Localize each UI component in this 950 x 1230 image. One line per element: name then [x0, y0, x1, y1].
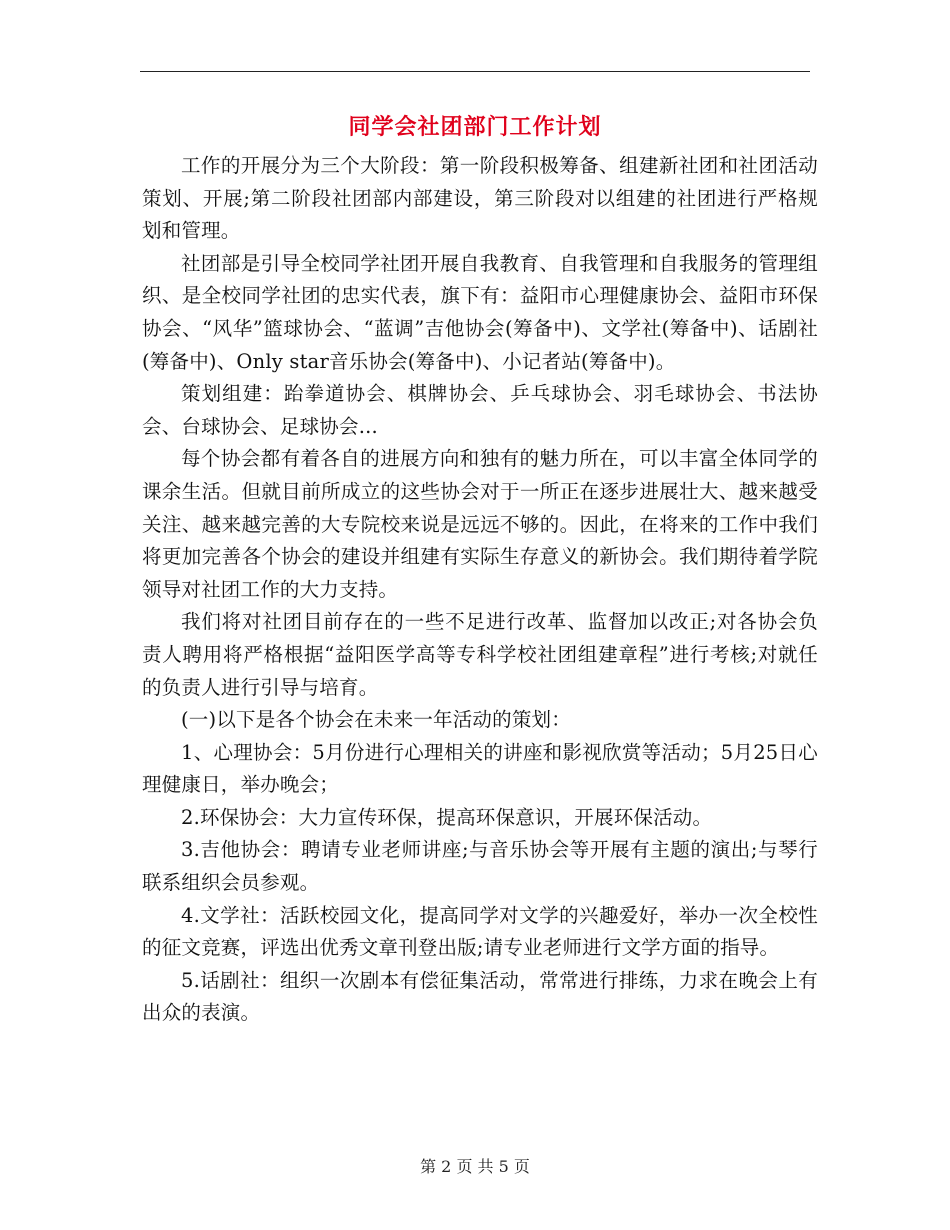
paragraph-reform: 我们将对社团目前存在的一些不足进行改革、监督加以改正;对各协会负责人聘用将严格根据“益阳医学高等专科学校社团组建章程”进行考核;对就任的负责人进行引导与培育。 [142, 610, 818, 699]
paragraph-phases: 工作的开展分为三个大阶段：第一阶段积极筹备、组建新社团和社团活动策划、开展;第二阶段社团部内部建设，第三阶段对以组建的社团进行严格规划和管理。 [142, 154, 818, 243]
paragraph-environment-association: 2.环保协会：大力宣传环保，提高环保意识，开展环保活动。 [181, 805, 713, 829]
paragraph-literature-club: 4.文学社：活跃校园文化，提高同学对文学的兴趣爱好，举办一次全校性的征文竞赛，评选出优秀文章刊登出版;请专业老师进行文学方面的指导。 [142, 903, 818, 960]
paragraph-department-intro: 社团部是引导全校同学社团开展自我教育、自我管理和自我服务的管理组织、是全校同学社团的忠实代表，旗下有：益阳市心理健康协会、益阳市环保协会、“风华”篮球协会、“蓝调”吉他协会(筹备中)、文学社(筹备中)、话剧社(筹备中)、Only star音乐协会(筹备中)、小记者站(筹备中)。 [142, 251, 818, 373]
paragraph-plan-heading: (一)以下是各个协会在未来一年活动的策划： [181, 708, 571, 732]
page-number-footer: 第 2 页 共 5 页 [420, 1157, 530, 1176]
paragraph-psychology-association: 1、心理协会：5月份进行心理相关的讲座和影视欣赏等活动；5月25日心理健康日，举办晚会； [142, 740, 818, 797]
paragraph-drama-club: 5.话剧社：组织一次剧本有偿征集活动，常常进行排练，力求在晚会上有出众的表演。 [142, 968, 818, 1025]
paragraph-development: 每个协会都有着各自的进展方向和独有的魅力所在，可以丰富全体同学的课余生活。但就目前所成立的这些协会对于一所正在逐步进展壮大、越来越受关注、越来越完善的大专院校来说是远远不够的。因此，在将来的工作中我们将更加完善各个协会的建设并组建有实际生存意义的新协会。我们期待着学院领导对社团工作的大力支持。 [142, 447, 818, 601]
paragraph-planned-associations: 策划组建：跆拳道协会、棋牌协会、乒乓球协会、羽毛球协会、书法协会、台球协会、足球协会... [142, 382, 818, 438]
document-body [142, 150, 818, 1030]
page-title: 同学会社团部门工作计划 [348, 115, 602, 140]
paragraph-guitar-association: 3.吉他协会：聘请专业老师讲座;与音乐协会等开展有主题的演出;与琴行联系组织会员参观。 [142, 838, 818, 895]
header-rule [140, 71, 810, 72]
